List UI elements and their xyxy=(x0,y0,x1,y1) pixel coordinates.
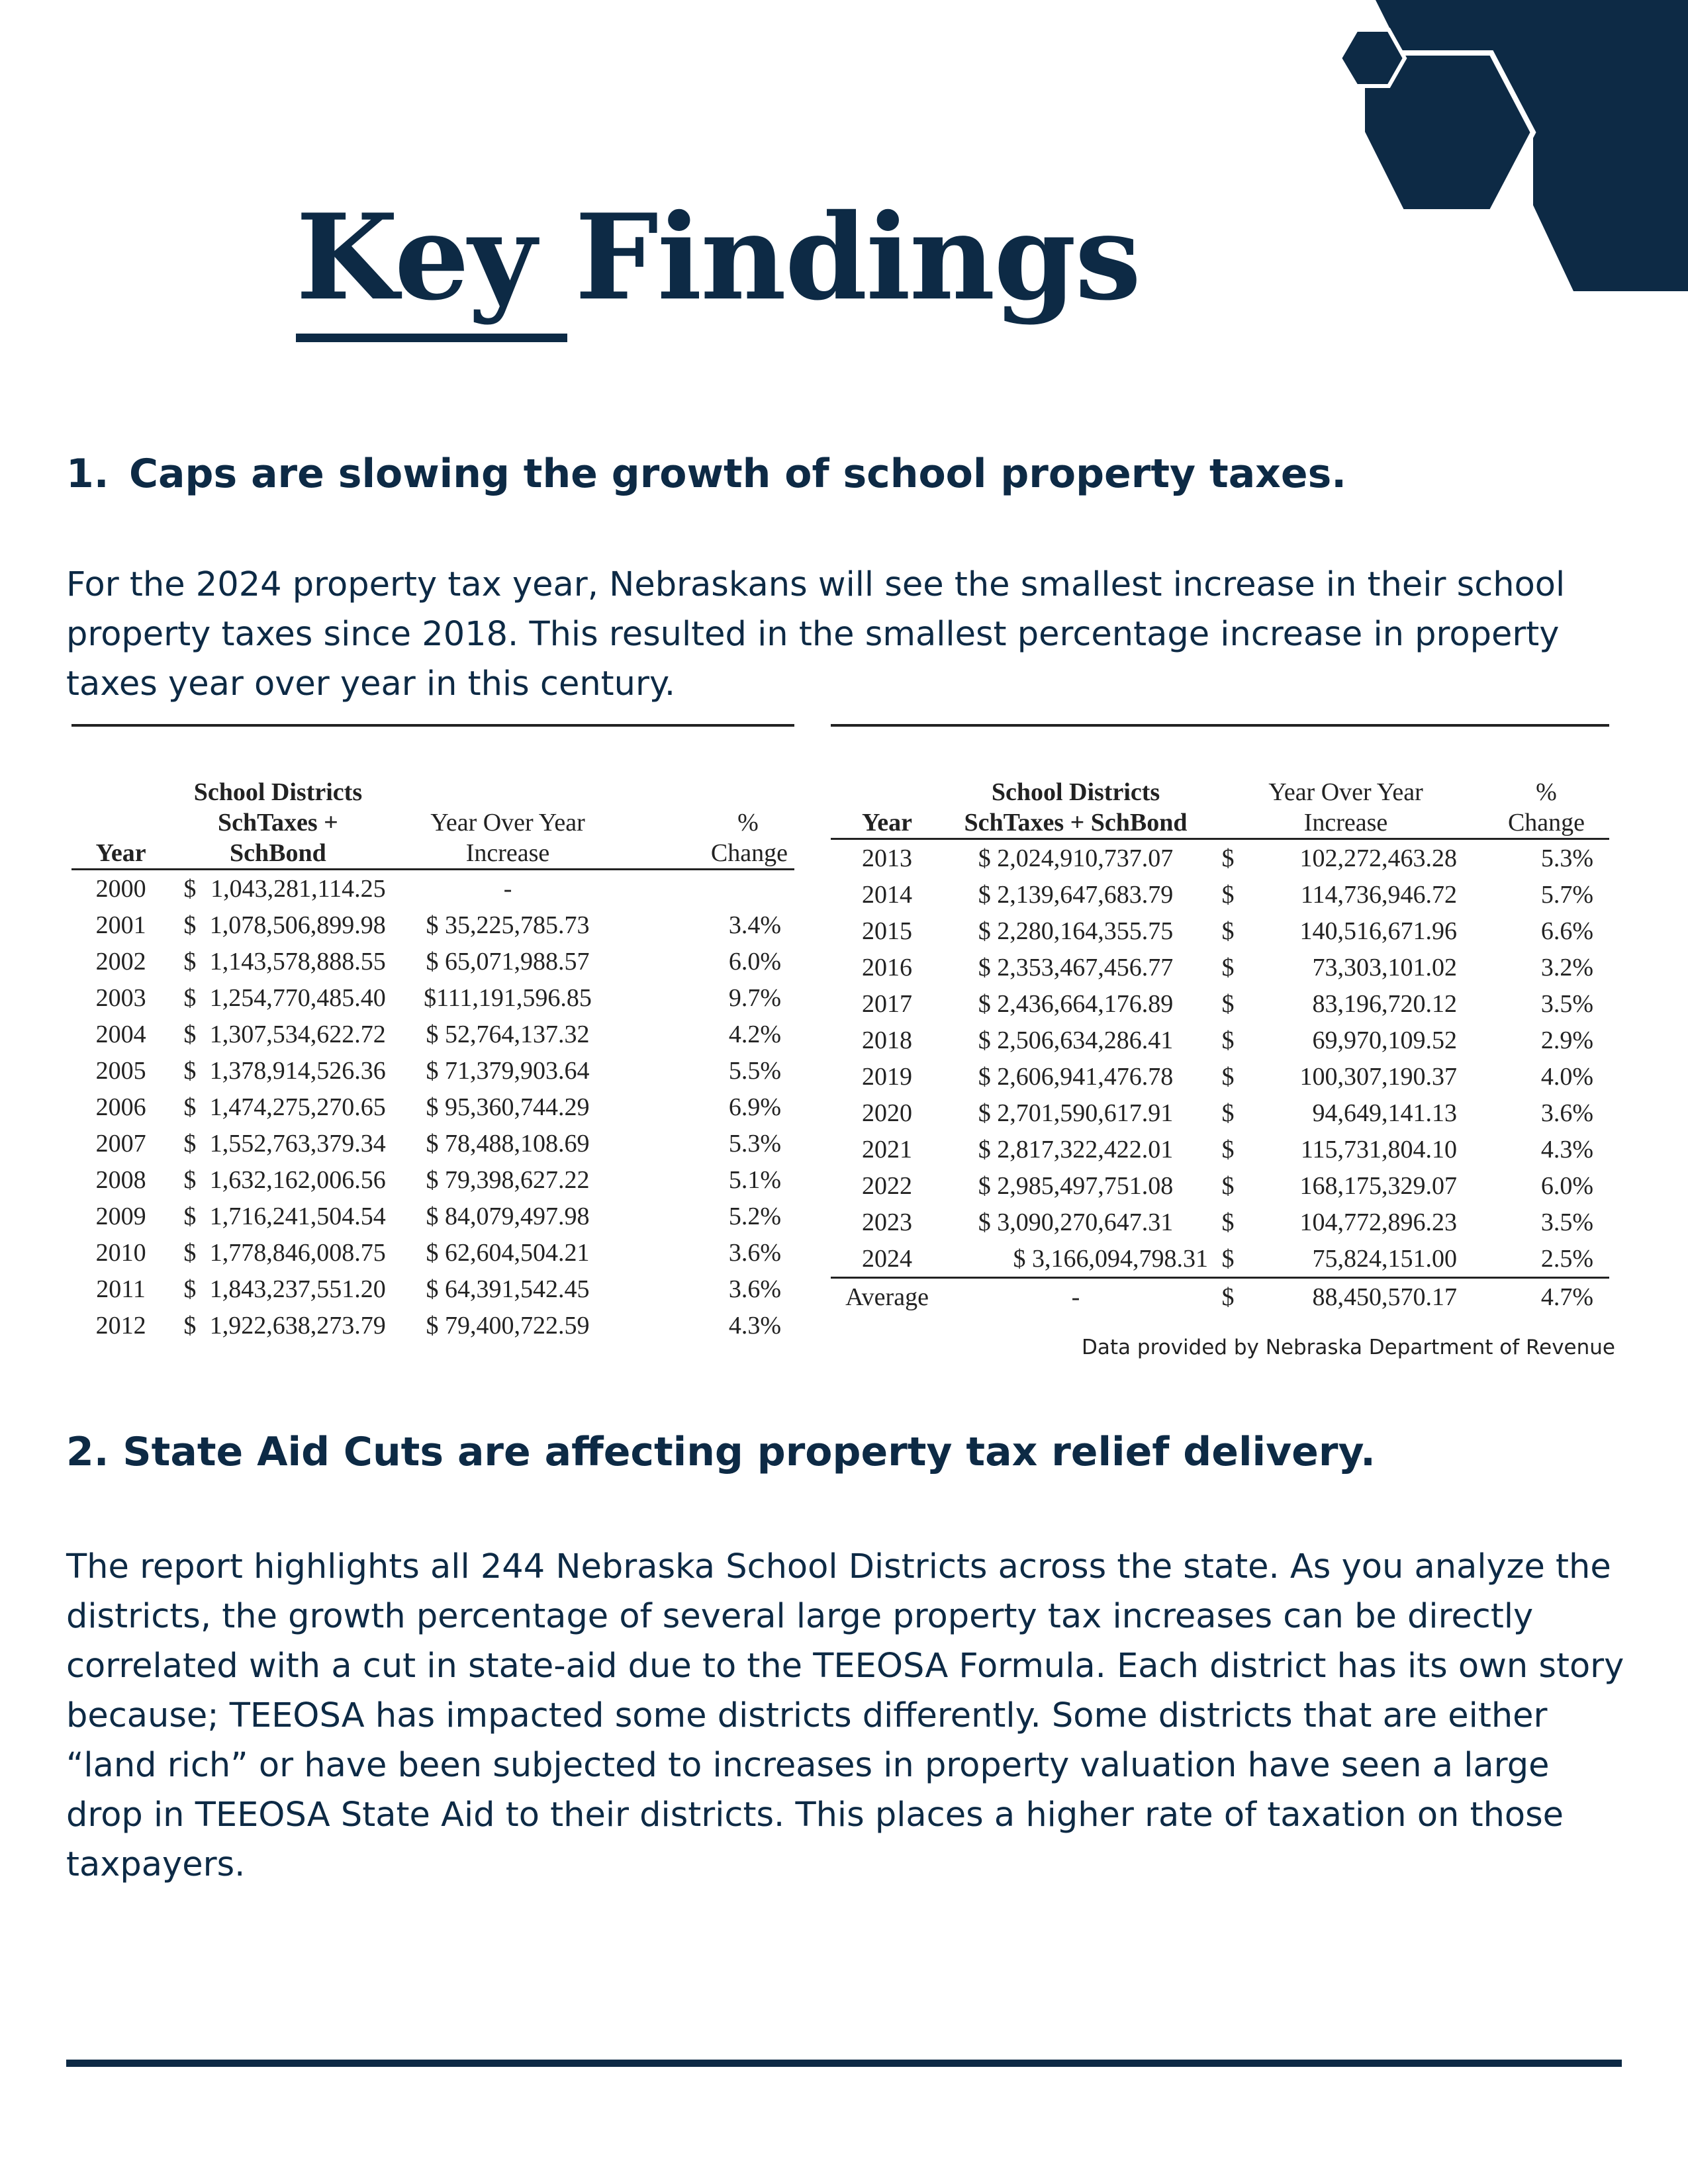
district-taxes-cell: $ 2,280,164,355.75 xyxy=(978,917,1174,945)
increase-cell: $ 84,079,497.98 xyxy=(426,1202,590,1230)
table-row xyxy=(831,985,1609,1022)
section-1-heading-text: Caps are slowing the growth of school property taxes. xyxy=(129,451,1347,497)
page-title: Key Findings xyxy=(296,188,1141,326)
table-header-row xyxy=(71,777,794,870)
header-year: Year xyxy=(831,777,943,839)
district-taxes-cell: 1,552,763,379.34 xyxy=(209,1129,386,1158)
currency-cell: $ xyxy=(183,1238,197,1267)
increase-cell: $ 52,764,137.32 xyxy=(426,1020,590,1048)
increase-cell: 100,307,190.37 xyxy=(1299,1062,1457,1091)
section-2-heading: 2. State Aid Cuts are affecting property tax relief delivery. xyxy=(66,1429,1376,1475)
year-cell: 2017 xyxy=(862,989,912,1018)
data-source-note: Data provided by Nebraska Department of Revenue xyxy=(1082,1336,1615,1359)
table-row xyxy=(831,1095,1609,1131)
currency-cell: $ xyxy=(1221,1026,1235,1054)
currency-cell: $ xyxy=(183,1202,197,1230)
currency-cell: $ xyxy=(1221,917,1235,945)
pct-change-cell: 5.5% xyxy=(728,1056,781,1085)
header-pct-line2: Change xyxy=(710,839,788,867)
header-yoy-line1: Year Over Year xyxy=(430,809,585,837)
increase-cell: $ 65,071,988.57 xyxy=(426,947,590,976)
pct-change-cell: 3.4% xyxy=(728,911,781,939)
increase-cell: 75,824,151.00 xyxy=(1312,1244,1457,1273)
year-cell: 2010 xyxy=(95,1238,146,1267)
currency-cell: $ xyxy=(183,911,197,939)
pct-change-cell: 4.3% xyxy=(728,1311,781,1340)
year-cell: 2024 xyxy=(862,1244,912,1273)
increase-cell: $ 79,400,722.59 xyxy=(426,1311,590,1340)
district-taxes-cell: $ 2,436,664,176.89 xyxy=(978,989,1174,1018)
average-row xyxy=(831,1278,1609,1316)
pct-change-cell: 5.3% xyxy=(728,1129,781,1158)
currency-cell: $ xyxy=(183,983,197,1012)
bottom-rule xyxy=(66,2060,1622,2067)
district-taxes-cell: 1,716,241,504.54 xyxy=(209,1202,386,1230)
currency-cell: $ xyxy=(183,1020,197,1048)
table-row xyxy=(831,839,1609,877)
currency-cell: $ xyxy=(1221,1208,1235,1236)
pct-change-cell: 3.5% xyxy=(1540,989,1593,1018)
currency-cell: $ xyxy=(183,1093,197,1121)
district-taxes-cell: $ 3,166,094,798.31 xyxy=(1013,1244,1208,1273)
pct-change-cell: 3.6% xyxy=(1540,1099,1593,1127)
district-taxes-cell: 1,922,638,273.79 xyxy=(209,1311,386,1340)
table-row xyxy=(831,1240,1609,1278)
currency-cell: $ xyxy=(1221,844,1235,872)
header-yoy xyxy=(386,777,630,870)
header-districts xyxy=(170,777,386,870)
pct-change-cell: 6.6% xyxy=(1540,917,1593,945)
year-cell: 2012 xyxy=(95,1311,146,1340)
district-taxes-cell: $ 2,606,941,476.78 xyxy=(978,1062,1174,1091)
table-row xyxy=(831,913,1609,949)
table-row xyxy=(71,943,794,979)
tax-table-2013-2024 xyxy=(831,724,1609,1315)
pct-change-cell: 5.3% xyxy=(1540,844,1593,872)
year-cell: 2008 xyxy=(95,1165,146,1194)
increase-cell: $ 71,379,903.64 xyxy=(426,1056,590,1085)
currency-cell: $ xyxy=(183,1311,197,1340)
increase-cell: 140,516,671.96 xyxy=(1299,917,1457,945)
increase-cell: 114,736,946.72 xyxy=(1300,880,1457,909)
average-label: Average xyxy=(831,1278,943,1316)
header-districts-line2: SchTaxes + SchBond xyxy=(964,809,1188,837)
increase-cell: 102,272,463.28 xyxy=(1299,844,1457,872)
table-row xyxy=(71,1125,794,1161)
pct-change-cell: 3.6% xyxy=(728,1275,781,1303)
increase-cell: $ 78,488,108.69 xyxy=(426,1129,590,1158)
currency-cell: $ xyxy=(183,947,197,976)
increase-cell: $ 62,604,504.21 xyxy=(426,1238,590,1267)
increase-cell: 94,649,141.13 xyxy=(1312,1099,1457,1127)
year-cell: 2004 xyxy=(95,1020,146,1048)
table-row xyxy=(71,1307,794,1343)
year-cell: 2007 xyxy=(95,1129,146,1158)
currency-cell: $ xyxy=(183,1165,197,1194)
header-districts-line1: School Districts xyxy=(991,778,1160,806)
pct-change-cell xyxy=(630,870,794,907)
district-taxes-cell: $ 2,985,497,751.08 xyxy=(978,1171,1174,1200)
section-1-paragraph: For the 2024 property tax year, Nebraskans will see the smallest increase in their school property taxes since 2018. This resulted in the smallest percentage increase in property taxes year over year in this century. xyxy=(66,565,1566,704)
currency-cell: $ xyxy=(1221,989,1235,1018)
header-pct-line1: % xyxy=(737,809,759,837)
pct-change-cell: 3.2% xyxy=(1540,953,1593,981)
currency-cell: $ xyxy=(1221,1135,1235,1163)
section-2-paragraph: The report highlights all 244 Nebraska School Districts across the state. As you analyze the districts, the growth percentage of several large property tax increases can be directly correlated with a cut in state-aid due to the TEEOSA Formula. Each district has its own story because; TEEOSA has impacted some districts differently. Some districts that are either “land rich” or have been subjected to increases in property valuation have seen a large drop in TEEOSA State Aid to their districts. This places a higher rate of taxation on those taxpayers. xyxy=(66,1547,1624,1884)
increase-cell: 73,303,101.02 xyxy=(1312,953,1457,981)
currency-cell: $ xyxy=(1221,953,1235,981)
year-cell: 2002 xyxy=(95,947,146,976)
table-header-row xyxy=(831,777,1609,839)
table-row xyxy=(71,979,794,1016)
table-top-rule xyxy=(71,724,794,727)
year-cell: 2020 xyxy=(862,1099,912,1127)
table-row xyxy=(831,1204,1609,1240)
district-taxes-cell: $ 2,701,590,617.91 xyxy=(978,1099,1174,1127)
pct-change-cell: 4.2% xyxy=(728,1020,781,1048)
section-1-number: 1. xyxy=(66,451,109,497)
pct-change-cell: 2.5% xyxy=(1540,1244,1593,1273)
table-row xyxy=(71,1016,794,1052)
increase-cell: $ 64,391,542.45 xyxy=(426,1275,590,1303)
year-cell: 2011 xyxy=(96,1275,146,1303)
year-cell: 2016 xyxy=(862,953,912,981)
pct-change-cell: 5.1% xyxy=(728,1165,781,1194)
increase-cell: 168,175,329.07 xyxy=(1299,1171,1457,1200)
header-year: Year xyxy=(71,777,170,870)
table-row xyxy=(71,1052,794,1089)
district-taxes-cell: 1,043,281,114.25 xyxy=(211,874,386,903)
table-row xyxy=(71,1198,794,1234)
header-yoy-line2: Increase xyxy=(1303,809,1388,837)
increase-cell: 83,196,720.12 xyxy=(1312,989,1457,1018)
table-row xyxy=(831,949,1609,985)
district-taxes-cell: 1,778,846,008.75 xyxy=(209,1238,386,1267)
header-districts xyxy=(943,777,1208,839)
currency-cell: $ xyxy=(1208,1278,1248,1316)
table-row xyxy=(71,1161,794,1198)
table-row xyxy=(831,1167,1609,1204)
increase-cell: $ 95,360,744.29 xyxy=(426,1093,590,1121)
table-row xyxy=(71,870,794,907)
pct-change-cell: 4.0% xyxy=(1540,1062,1593,1091)
table-row xyxy=(71,907,794,943)
increase-cell: $ 79,398,627.22 xyxy=(426,1165,590,1194)
increase-cell: $111,191,596.85 xyxy=(424,983,592,1012)
year-cell: 2006 xyxy=(95,1093,146,1121)
currency-cell: $ xyxy=(183,1129,197,1158)
title-underline xyxy=(296,334,567,342)
header-yoy-line2: Increase xyxy=(465,839,550,867)
district-taxes-cell: - xyxy=(943,1278,1208,1316)
currency-cell: $ xyxy=(1221,1171,1235,1200)
district-taxes-cell: 1,378,914,526.36 xyxy=(209,1056,386,1085)
year-cell: 2023 xyxy=(862,1208,912,1236)
currency-cell: $ xyxy=(1221,1062,1235,1091)
currency-cell: $ xyxy=(183,1056,197,1085)
hexagon-shape xyxy=(1340,30,1405,86)
year-cell: 2015 xyxy=(862,917,912,945)
header-districts-line2: SchTaxes + SchBond xyxy=(218,809,338,867)
pct-change-cell: 5.7% xyxy=(1540,880,1593,909)
currency-cell: $ xyxy=(183,1275,197,1303)
header-yoy xyxy=(1208,777,1483,839)
table-row xyxy=(831,1131,1609,1167)
increase-cell: 69,970,109.52 xyxy=(1312,1026,1457,1054)
year-cell: 2005 xyxy=(95,1056,146,1085)
pct-change-cell: 3.5% xyxy=(1540,1208,1593,1236)
district-taxes-cell: $ 2,506,634,286.41 xyxy=(978,1026,1174,1054)
year-cell: 2019 xyxy=(862,1062,912,1091)
header-pct-line2: Change xyxy=(1507,809,1585,837)
table-row xyxy=(831,1022,1609,1058)
currency-cell: $ xyxy=(1221,1244,1235,1273)
increase-cell: 115,731,804.10 xyxy=(1300,1135,1457,1163)
pct-change-cell: 6.0% xyxy=(728,947,781,976)
increase-cell: 88,450,570.17 xyxy=(1248,1278,1483,1316)
table-row xyxy=(71,1089,794,1125)
header-districts-line1: School Districts xyxy=(193,778,363,806)
year-cell: 2013 xyxy=(862,844,912,872)
year-cell: 2000 xyxy=(95,874,146,903)
header-pct xyxy=(1483,777,1609,839)
district-taxes-cell: $ 2,817,322,422.01 xyxy=(978,1135,1174,1163)
year-cell: 2003 xyxy=(95,983,146,1012)
pct-change-cell: 9.7% xyxy=(728,983,781,1012)
district-taxes-cell: 1,843,237,551.20 xyxy=(209,1275,386,1303)
district-taxes-cell: 1,307,534,622.72 xyxy=(209,1020,386,1048)
currency-cell: $ xyxy=(183,874,197,903)
year-cell: 2001 xyxy=(95,911,146,939)
year-cell: 2009 xyxy=(95,1202,146,1230)
district-taxes-cell: 1,143,578,888.55 xyxy=(209,947,386,976)
district-taxes-cell: 1,254,770,485.40 xyxy=(209,983,386,1012)
district-taxes-cell: $ 2,024,910,737.07 xyxy=(978,844,1174,872)
pct-change-cell: 2.9% xyxy=(1540,1026,1593,1054)
pct-change-cell: 6.0% xyxy=(1540,1171,1593,1200)
table-row xyxy=(831,876,1609,913)
table-row xyxy=(71,1234,794,1271)
increase-cell: $ 35,225,785.73 xyxy=(426,911,590,939)
pct-change-cell: 4.7% xyxy=(1483,1278,1609,1316)
district-taxes-cell: 1,632,162,006.56 xyxy=(209,1165,386,1194)
section-1-heading xyxy=(66,450,1346,498)
table-top-rule xyxy=(831,724,1609,727)
table-row xyxy=(71,1271,794,1307)
increase-cell: - xyxy=(503,874,512,903)
year-cell: 2014 xyxy=(862,880,912,909)
pct-change-cell: 6.9% xyxy=(728,1093,781,1121)
district-taxes-cell: $ 3,090,270,647.31 xyxy=(978,1208,1174,1236)
district-taxes-cell: $ 2,353,467,456.77 xyxy=(978,953,1174,981)
district-taxes-cell: 1,474,275,270.65 xyxy=(209,1093,386,1121)
year-cell: 2021 xyxy=(862,1135,912,1163)
year-cell: 2018 xyxy=(862,1026,912,1054)
currency-cell: $ xyxy=(1221,1099,1235,1127)
district-taxes-cell: 1,078,506,899.98 xyxy=(209,911,386,939)
table-row xyxy=(831,1058,1609,1095)
tax-table-2000-2012 xyxy=(71,724,794,1343)
header-pct-line1: % xyxy=(1536,778,1557,806)
header-pct xyxy=(630,777,794,870)
pct-change-cell: 3.6% xyxy=(728,1238,781,1267)
increase-cell: 104,772,896.23 xyxy=(1299,1208,1457,1236)
pct-change-cell: 5.2% xyxy=(728,1202,781,1230)
currency-cell: $ xyxy=(1221,880,1235,909)
year-cell: 2022 xyxy=(862,1171,912,1200)
district-taxes-cell: $ 2,139,647,683.79 xyxy=(978,880,1174,909)
header-yoy-line1: Year Over Year xyxy=(1268,778,1423,806)
pct-change-cell: 4.3% xyxy=(1540,1135,1593,1163)
